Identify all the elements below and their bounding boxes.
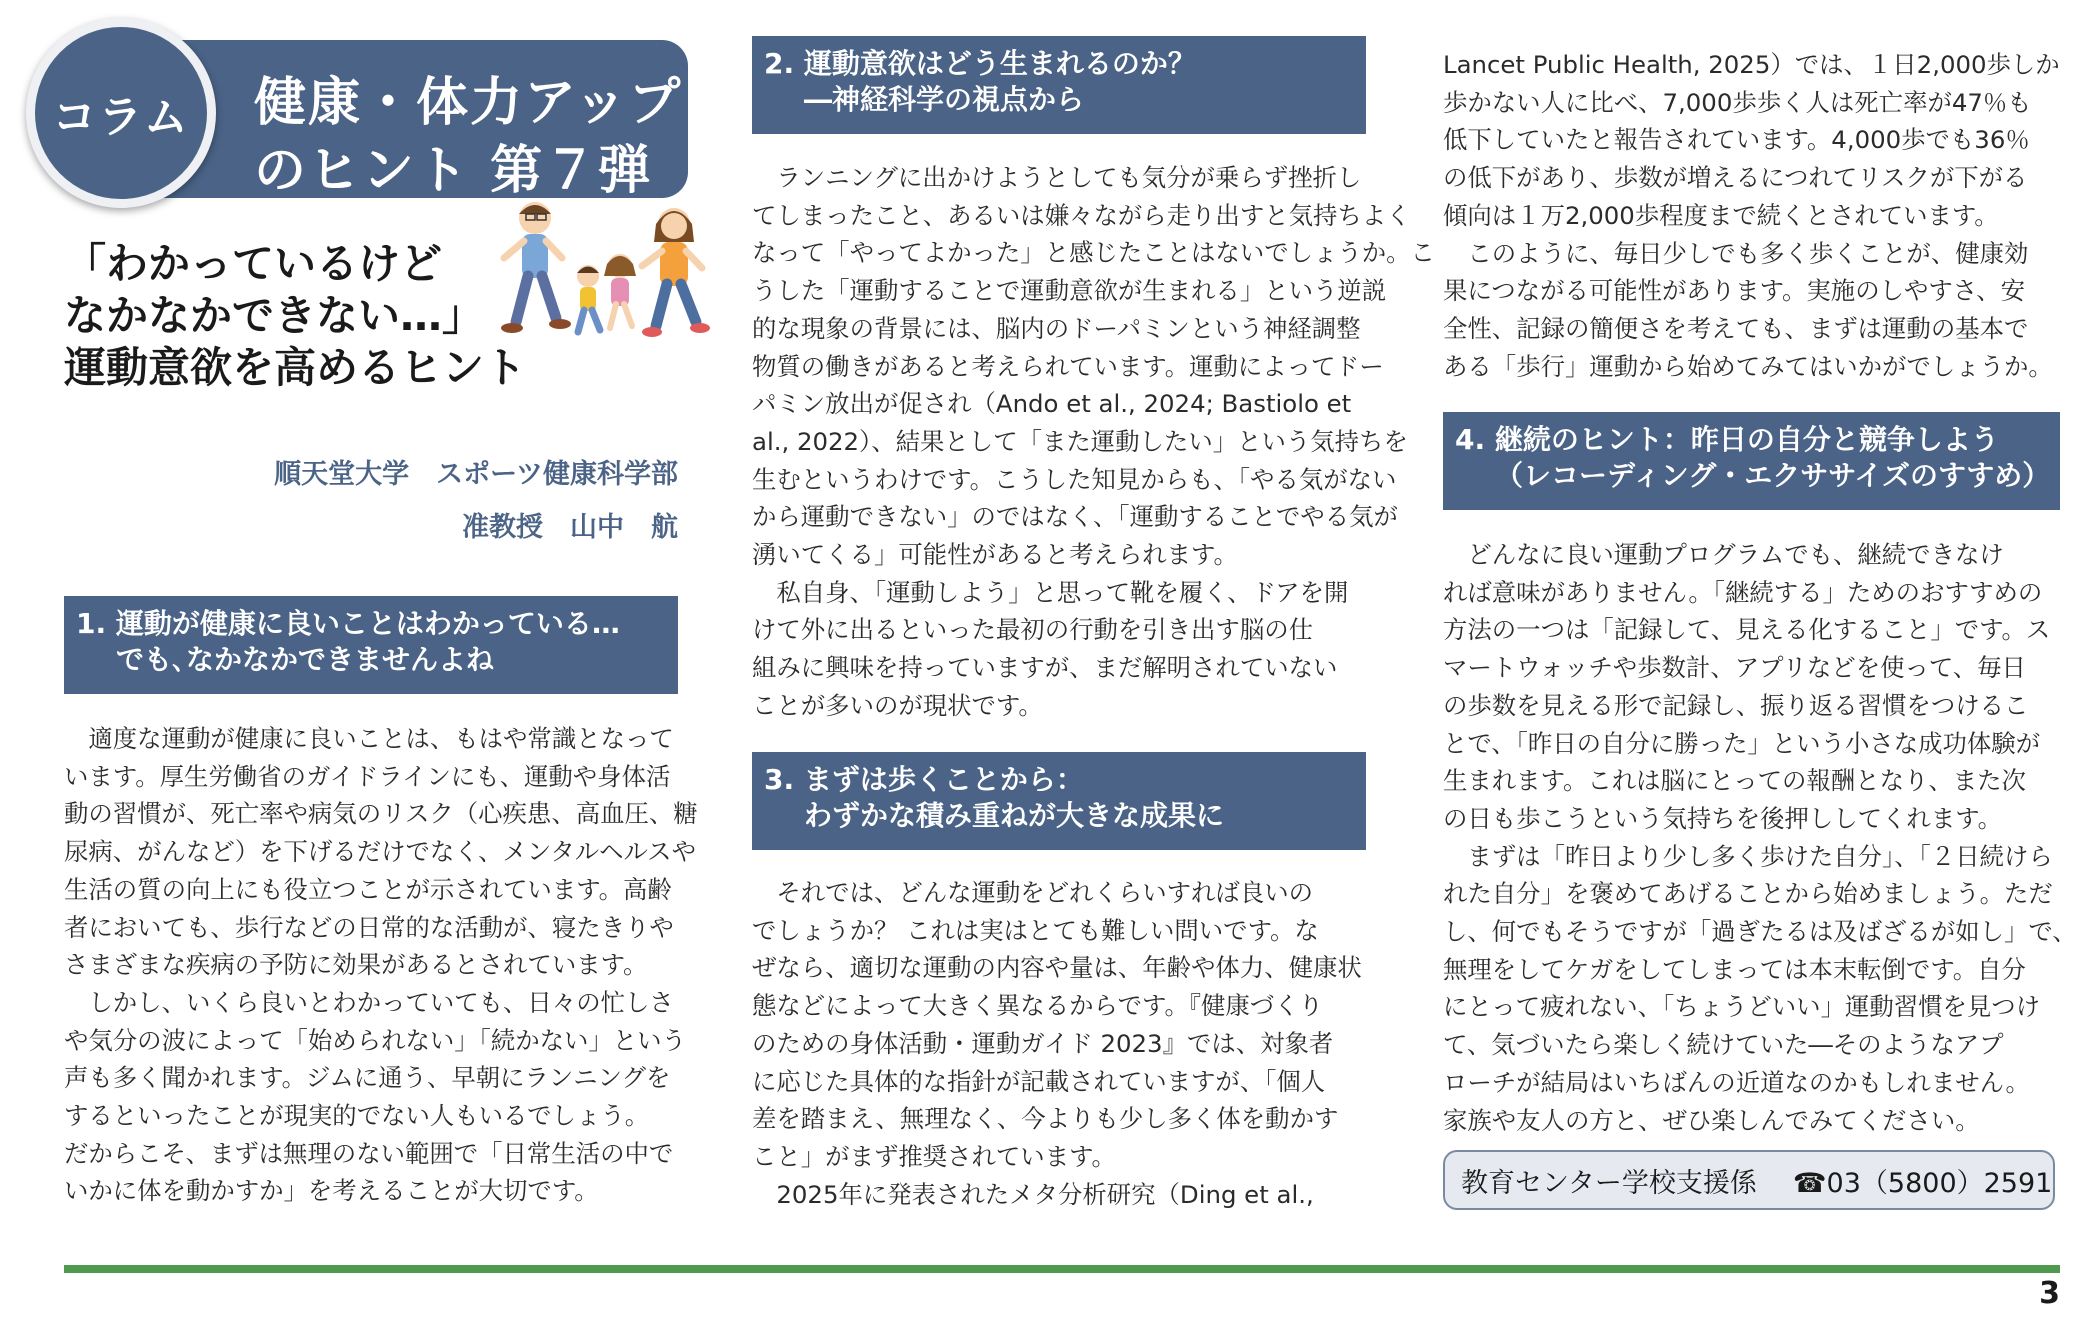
text-line: に応じた具体的な指針が記載されていますが、「個人 <box>752 1066 1326 1096</box>
column-title-line1: 健康・体力アップ！ <box>254 73 737 133</box>
text-line: マートウォッチや歩数計、アプリなどを使って、毎日 <box>1443 653 2026 683</box>
text-line: てしまったこと、あるいは嫌々ながら走り出すと気持ちよく <box>752 200 1411 230</box>
text-line: 生活の質の向上にも役立つことが示されています。高齢 <box>64 874 672 904</box>
text-line: al., 2022）、結果として「また運動したい」という気持ちを <box>752 426 1408 456</box>
section-3-body <box>752 874 1366 1213</box>
section-4-heading-line1: 4. 継続のヒント：昨日の自分と競争しよう <box>1455 423 1999 456</box>
text-line: 的な現象の背景には、脳内のドーパミンという神経調整 <box>752 313 1361 343</box>
text-line: の歩数を見える形で記録し、振り返る習慣をつけるこ <box>1443 690 2029 720</box>
subtitle-line3: 運動意欲を高めるヒント <box>64 343 527 392</box>
text-line: 家族や友人の方と、ぜひ楽しんでみてください。 <box>1443 1105 1980 1135</box>
text-line: だからこそ、まずは無理のない範囲で「日常生活の中で <box>64 1138 674 1168</box>
text-line: パミン放出が促され（Ando et al., 2024; Bastiolo et <box>752 389 1352 419</box>
text-line: 声も多く聞かれます。ジムに通う、早朝にランニングを <box>64 1063 671 1093</box>
text-line: の低下があり、歩数が増えるにつれてリスクが下がる <box>1443 163 2028 193</box>
text-line: でしょうか？ これは実はとても難しい問いです。な <box>752 915 1319 945</box>
article-subtitle <box>64 238 544 394</box>
column-circle <box>26 18 216 208</box>
text-line: にとって疲れない、「ちょうどいい」運動習慣を見つけ <box>1443 992 2041 1022</box>
section-1-body <box>64 720 698 1210</box>
text-line: 尿病、がんなど）を下げるだけでなく、メンタルヘルスや <box>64 837 696 867</box>
page-number: 3 <box>2039 1276 2060 1311</box>
text-line: 傾向は１万2,000歩程度まで続くとされています。 <box>1443 200 1999 230</box>
text-line: どんなに良い運動プログラムでも、継続できなけ <box>1443 540 2004 569</box>
section-1-heading <box>64 596 678 694</box>
section-3-heading-line1: 3. まずは歩くことから： <box>764 763 1084 796</box>
text-line: こと」がまず推奨されています。 <box>752 1141 1116 1171</box>
subtitle-line2: なかなかできない…」 <box>64 291 485 340</box>
text-line: から運動できない」のではなく、「運動することでやる気が <box>752 502 1398 532</box>
text-line: けて外に出るといった最初の行動を引き出す脳の仕 <box>752 615 1313 645</box>
column-title-line2: のヒント 第７弾 <box>254 141 653 201</box>
text-line: 物質の働きがあると考えられています。運動によってドー <box>752 351 1384 381</box>
text-line: ランニングに出かけようとしても気分が乗らず挫折し <box>752 163 1362 192</box>
text-line: ことが多いのが現状です。 <box>752 690 1043 720</box>
section-1-heading-line2: でも､なかなかできませんよね <box>116 643 495 676</box>
child-figure-girl <box>604 254 636 328</box>
text-line: 果につながる可能性があります。実施のしやすさ、安 <box>1443 276 2025 306</box>
text-line: なって「やってよかった」と感じたことはないでしょうか。こ <box>752 238 1435 268</box>
text-line: し、何でもそうですが「過ぎたるは及ばざるが如し」で、 <box>1443 917 2077 947</box>
text-line: いかに体を動かすか」を考えることが大切です。 <box>64 1176 599 1206</box>
text-line: れた自分」を褒めてあげることから始めましょう。ただ <box>1443 879 2053 909</box>
text-line: 生むというわけです。こうした知見からも、「やる気がない <box>752 464 1397 494</box>
text-line: 態などによって大きく異なるからです。『健康づくり <box>752 991 1323 1021</box>
text-line: れば意味がありません。「継続する」ためのおすすめの <box>1443 577 2043 607</box>
section-2-body <box>752 159 1435 725</box>
text-line: 湧いてくる」可能性があると考えられます。 <box>752 540 1238 570</box>
mother-figure <box>642 208 710 337</box>
text-line: 差を踏まえ、無理なく、今よりも少し多く体を動かす <box>752 1104 1339 1134</box>
text-line: 方法の一つは「記録して、見える化すること」です。ス <box>1443 615 2051 645</box>
text-line: Lancet Public Health, 2025）では、１日2,000歩しか <box>1443 50 2060 79</box>
text-line: 無理をしてケガをしてしまっては本末転倒です。自分 <box>1443 954 2026 984</box>
column-label: コラム <box>35 27 207 199</box>
text-line: や気分の波によって「始められない」「続かない」という <box>64 1025 686 1055</box>
author-affiliation: 順天堂大学 スポーツ健康科学部 <box>274 459 678 490</box>
subtitle-line1: 「わかっているけど <box>64 239 443 288</box>
text-line: の日も歩こうという気持ちを後押ししてくれます。 <box>1443 803 2003 833</box>
text-line: ある「歩行」運動から始めてみてはいかがでしょうか。 <box>1443 351 2053 381</box>
text-line: このように、毎日少しでも多く歩くことが、健康効 <box>1443 238 2029 268</box>
section-4-heading-line2: （レコーディング・エクササイズのすすめ） <box>1495 459 2051 492</box>
text-line: います。厚生労働省のガイドラインにも、運動や身体活 <box>64 761 671 791</box>
section-3-heading <box>752 752 1366 850</box>
section-2-heading <box>752 36 1366 134</box>
text-line: さまざまな疾病の予防に効果があるとされています。 <box>64 950 648 980</box>
section-2-heading-line2: ―神経科学の視点から <box>804 83 1085 116</box>
section-4-heading <box>1443 412 2060 510</box>
text-line: 歩かない人に比べ、7,000歩歩く人は死亡率が47％も <box>1443 87 2032 117</box>
column-title-box <box>136 40 737 201</box>
section-3-heading-line2: わずかな積み重ねが大きな成果に <box>804 799 1225 832</box>
contact-box <box>1443 1150 2055 1210</box>
section-4-body <box>1443 536 2077 1139</box>
section-1-heading-line1: 1. 運動が健康に良いことはわかっている… <box>76 607 620 640</box>
text-line: ぜなら、適切な運動の内容や量は、年齢や体力、健康状 <box>752 953 1362 983</box>
text-line: 私自身、「運動しよう」と思って靴を履く、ドアを開 <box>752 577 1349 607</box>
text-line: て、気づいたら楽しく続けていた―そのようなアプ <box>1443 1030 2004 1060</box>
author-name: 准教授 山中 航 <box>462 512 678 543</box>
father-figure <box>501 202 571 333</box>
text-line: ローチが結局はいちばんの近道なのかもしれません。 <box>1443 1067 2030 1097</box>
text-line: 2025年に発表されたメタ分析研究（Ding et al., <box>752 1179 1314 1209</box>
contact-phone: ☎03（5800）2591 <box>1792 1167 2053 1199</box>
text-line: するといったことが現実的でない人もいるでしょう。 <box>64 1101 650 1131</box>
text-line: しかし、いくら良いとわかっていても、日々の忙しさ <box>64 987 674 1017</box>
section-3-body-continued <box>1443 46 2060 385</box>
text-line: 生まれます。これは脳にとっての報酬となり、また次 <box>1443 766 2026 796</box>
contact-department: 教育センター学校支援係 <box>1461 1167 1757 1199</box>
text-line: 適度な運動が健康に良いことは、もはや常識となって <box>64 724 674 753</box>
text-line: うした「運動することで運動意欲が生まれる」という逆説 <box>752 276 1387 306</box>
text-line: それでは、どんな運動をどれくらいすれば良いの <box>752 878 1313 907</box>
text-line: 動の習慣が、死亡率や病気のリスク（心疾患、高血圧、糖 <box>64 799 698 829</box>
text-line: のための身体活動・運動ガイド 2023』では、対象者 <box>752 1028 1334 1058</box>
text-line: 全性、記録の簡便さを考えても、まずは運動の基本で <box>1443 313 2029 343</box>
text-line: 組みに興味を持っていますが、まだ解明されていない <box>752 653 1338 683</box>
text-line: とで、「昨日の自分に勝った」という小さな成功体験が <box>1443 728 2041 758</box>
section-2-heading-line1: 2. 運動意欲はどう生まれるのか？ <box>764 47 1196 80</box>
text-line: まずは「昨日より少し多く歩けた自分」、「２日続けら <box>1443 841 2053 871</box>
text-line: 者においても、歩行などの日常的な活動が、寝たきりや <box>64 912 674 942</box>
child-figure-boy <box>577 265 600 332</box>
column-title-badge <box>26 18 737 208</box>
family-walking-illustration <box>490 196 720 346</box>
footer-divider <box>64 1265 2060 1273</box>
text-line: 低下していたと報告されています。4,000歩でも36％ <box>1443 125 2030 155</box>
